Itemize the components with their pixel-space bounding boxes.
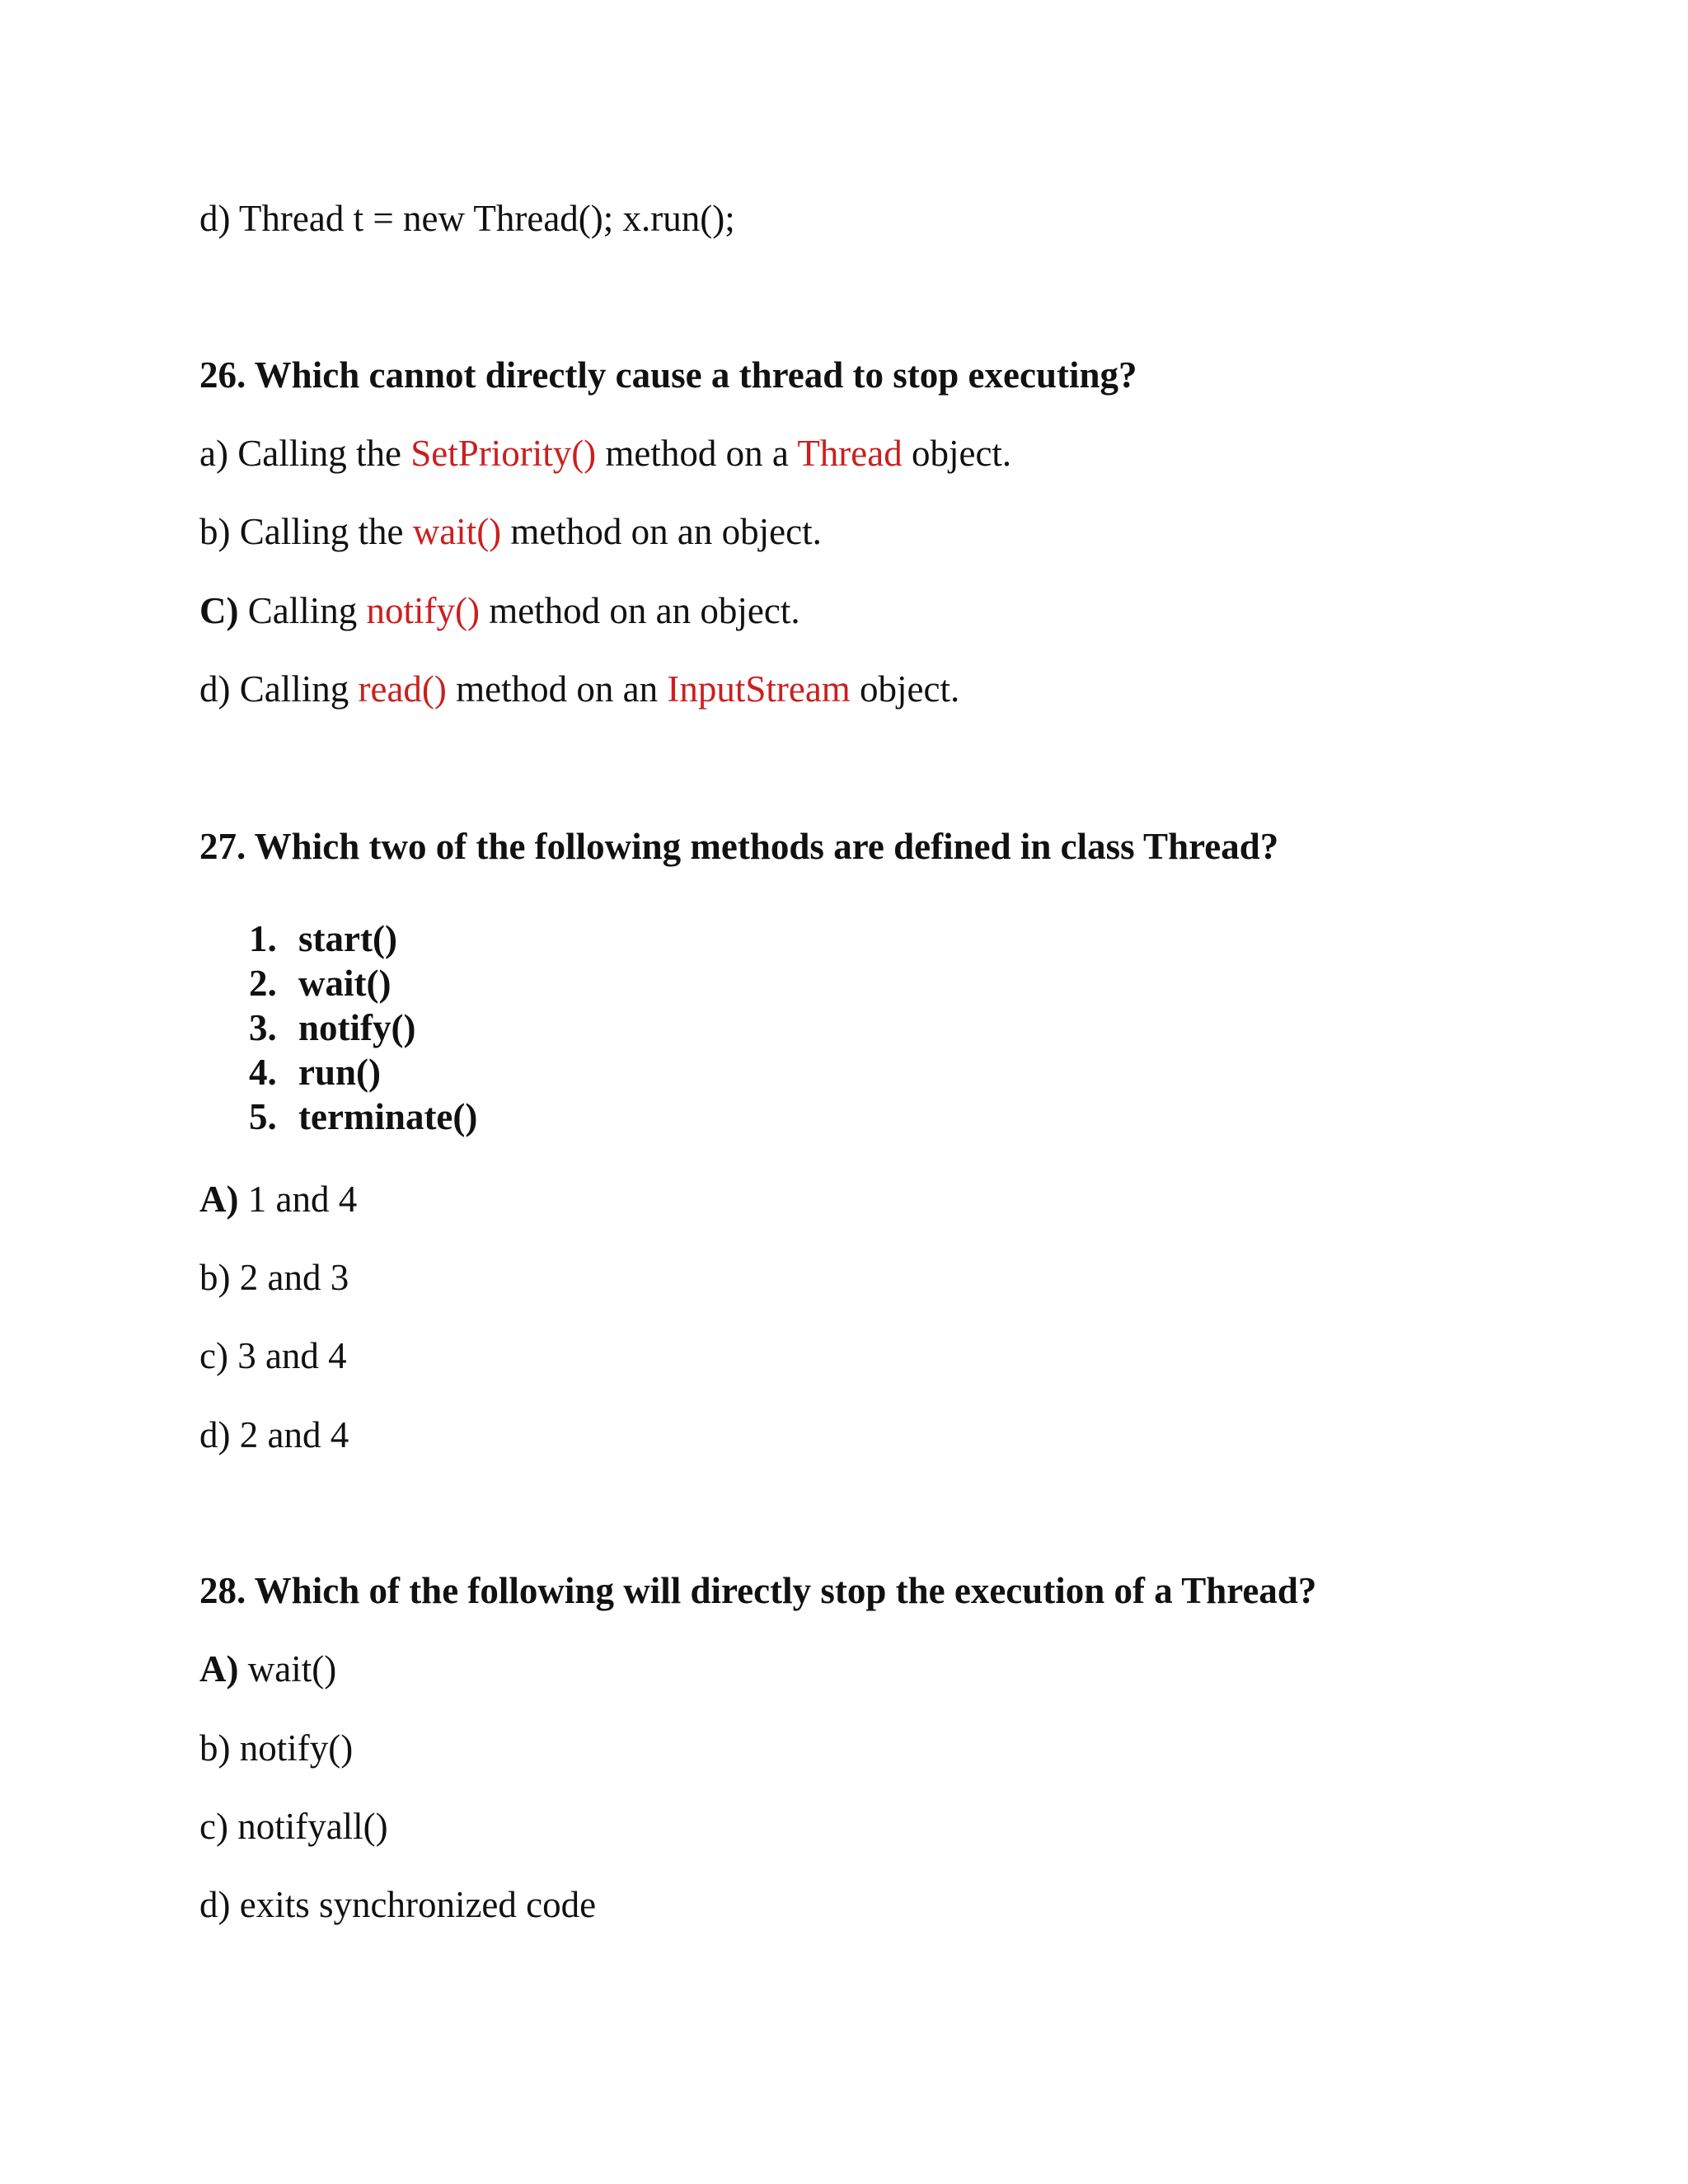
q28-option-c: c) notifyall() [199, 1806, 388, 1847]
q26-c-post: method on an object. [479, 590, 800, 631]
list-item-number: 1. [249, 918, 277, 959]
q26-c-code1: notify() [366, 590, 480, 631]
q26-option-a [199, 431, 1011, 476]
list-item-text: start() [298, 918, 397, 959]
list-item [249, 1094, 477, 1139]
q28-option-b: b) notify() [199, 1727, 354, 1769]
q26-a-mid: method on a [596, 433, 798, 474]
list-item [249, 1005, 415, 1050]
q28-option-a [199, 1647, 336, 1691]
q26-d-pre: d) Calling [199, 668, 359, 710]
q26-c-pre: Calling [238, 590, 367, 631]
list-item-text: notify() [298, 1007, 416, 1048]
q26-option-d [199, 667, 959, 711]
q26-option-b [199, 509, 822, 554]
q27-option-b: b) 2 and 3 [199, 1257, 349, 1298]
q28-option-d: d) exits synchronized code [199, 1884, 597, 1925]
prev-option-d: d) Thread t = new Thread(); x.run(); [199, 198, 735, 239]
q27-a-text: 1 and 4 [238, 1179, 358, 1220]
list-item-number: 4. [249, 1052, 277, 1093]
question-28: 28. Which of the following will directly stop the execution of a Thread? [199, 1570, 1317, 1611]
q26-b-post: method on an object. [501, 511, 822, 552]
list-item [249, 916, 397, 961]
list-item [249, 961, 391, 1005]
q28-a-letter: A) [199, 1648, 239, 1690]
q27-option-d: d) 2 and 4 [199, 1414, 349, 1455]
question-27: 27. Which two of the following methods are defined in class Thread? [199, 826, 1279, 867]
list-item-number: 2. [249, 963, 277, 1004]
q26-d-code1: read() [358, 668, 447, 710]
q28-a-text: wait() [238, 1648, 337, 1690]
list-item-number: 5. [249, 1096, 277, 1137]
list-item-text: terminate() [298, 1096, 478, 1137]
q26-b-code1: wait() [412, 511, 502, 552]
list-item-text: wait() [298, 963, 392, 1004]
q26-a-post: object. [902, 433, 1012, 474]
question-26: 26. Which cannot directly cause a thread to stop executing? [199, 354, 1137, 396]
list-item-text: run() [298, 1052, 381, 1093]
q26-a-pre: a) Calling the [199, 433, 411, 474]
q26-a-code1: SetPriority() [410, 433, 597, 474]
q27-option-a [199, 1177, 357, 1221]
q26-d-code2: InputStream [667, 668, 851, 710]
q26-c-letter: C) [199, 590, 239, 631]
list-item [249, 1050, 381, 1094]
q26-a-code2: Thread [797, 433, 903, 474]
q26-b-pre: b) Calling the [199, 511, 413, 552]
q27-option-c: c) 3 and 4 [199, 1335, 347, 1376]
list-item-number: 3. [249, 1007, 277, 1048]
q26-d-mid: method on an [446, 668, 668, 710]
q26-option-c [199, 588, 800, 633]
q26-d-post: object. [850, 668, 960, 710]
q27-a-letter: A) [199, 1179, 239, 1220]
